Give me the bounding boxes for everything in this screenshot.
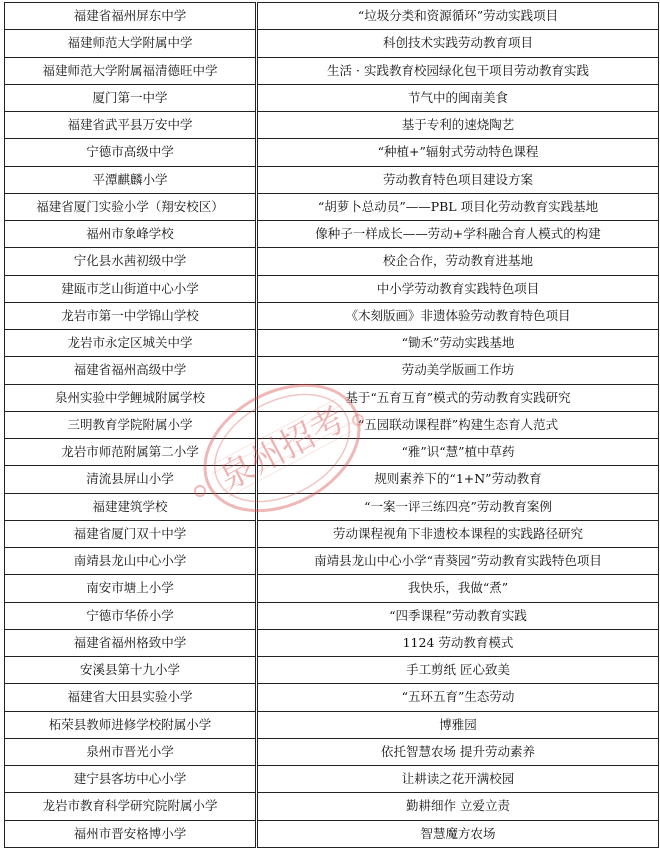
table-row [5, 548, 659, 575]
table-row [5, 793, 659, 820]
project-name-cell: 智慧魔方农场 [257, 820, 659, 847]
table-row [5, 57, 659, 84]
table-row [5, 738, 659, 765]
school-name-cell: 建瓯市芝山街道中心小学 [5, 275, 257, 302]
table-row [5, 439, 659, 466]
table-row [5, 139, 659, 166]
project-name-cell: “胡萝卜总动员”——PBL 项目化劳动教育实践基地 [257, 193, 659, 220]
project-name-cell: “五园联动课程群”构建生态育人范式 [257, 411, 659, 438]
project-name-cell: 劳动美学版画工作坊 [257, 357, 659, 384]
project-name-cell: 生活 · 实践教育校园绿化包干项目劳动教育实践 [257, 57, 659, 84]
school-name-cell: 宁德市华侨小学 [5, 602, 257, 629]
table-row [5, 275, 659, 302]
project-name-cell: 《木刻版画》非遗体验劳动教育特色项目 [257, 302, 659, 329]
school-name-cell: 福建师范大学附属中学 [5, 30, 257, 57]
school-name-cell: 厦门第一中学 [5, 84, 257, 111]
project-name-cell: 依托智慧农场 提升劳动素养 [257, 738, 659, 765]
project-name-cell: 南靖县龙山中心小学“青葵园”劳动教育实践特色项目 [257, 548, 659, 575]
school-name-cell: 福建省大田县实验小学 [5, 684, 257, 711]
table-row [5, 193, 659, 220]
school-name-cell: 福建省福州屏东中学 [5, 3, 257, 30]
table-row [5, 711, 659, 738]
project-name-cell: 校企合作，劳动教育进基地 [257, 248, 659, 275]
project-name-cell: “锄禾”劳动实践基地 [257, 330, 659, 357]
school-name-cell: 福建省厦门双十中学 [5, 520, 257, 547]
school-name-cell: 三明教育学院附属小学 [5, 411, 257, 438]
school-name-cell: 南安市塘上小学 [5, 575, 257, 602]
project-name-cell: 节气中的闽南美食 [257, 84, 659, 111]
project-name-cell: 1124 劳动教育模式 [257, 629, 659, 656]
table-row [5, 766, 659, 793]
table-row [5, 602, 659, 629]
table-row [5, 84, 659, 111]
school-name-cell: 福建省厦门实验小学（翔安校区） [5, 193, 257, 220]
school-name-cell: 泉州实验中学鲤城附属学校 [5, 384, 257, 411]
table-row [5, 684, 659, 711]
school-name-cell: 宁化县水茜初级中学 [5, 248, 257, 275]
school-name-cell: 福建建筑学校 [5, 493, 257, 520]
project-name-cell: 劳动教育特色项目建设方案 [257, 166, 659, 193]
project-name-cell: 劳动课程视角下非遗校本课程的实践路径研究 [257, 520, 659, 547]
school-name-cell: 平潭麒麟小学 [5, 166, 257, 193]
school-name-cell: 安溪县第十九小学 [5, 657, 257, 684]
project-name-cell: “一案一评三练四亮”劳动教育案例 [257, 493, 659, 520]
project-name-cell: 让耕读之花开满校园 [257, 766, 659, 793]
school-name-cell: 福建师范大学附属福清德旺中学 [5, 57, 257, 84]
project-name-cell: “种植+”辐射式劳动特色课程 [257, 139, 659, 166]
project-name-cell: 规则素养下的“1+N”劳动教育 [257, 466, 659, 493]
project-name-cell: 像种子一样成长——劳动+学科融合育人模式的构建 [257, 221, 659, 248]
project-name-cell: “雅”识“慧”植中草药 [257, 439, 659, 466]
school-name-cell: 福建省福州高级中学 [5, 357, 257, 384]
school-name-cell: 南靖县龙山中心小学 [5, 548, 257, 575]
table-row [5, 520, 659, 547]
project-name-cell: 中小学劳动教育实践特色项目 [257, 275, 659, 302]
stamp-text: 泉州招考 [213, 399, 352, 499]
table-row [5, 357, 659, 384]
school-name-cell: 泉州市晋光小学 [5, 738, 257, 765]
table-row [5, 493, 659, 520]
project-name-cell: “五环五育”生态劳动 [257, 684, 659, 711]
school-name-cell: 柘荣县教师进修学校附属小学 [5, 711, 257, 738]
project-name-cell: “四季课程”劳动教育实践 [257, 602, 659, 629]
table-row [5, 657, 659, 684]
school-name-cell: 福州市晋安格博小学 [5, 820, 257, 847]
school-name-cell: 龙岩市师范附属第二小学 [5, 439, 257, 466]
school-name-cell: 建宁县客坊中心小学 [5, 766, 257, 793]
school-name-cell: 福建省武平县万安中学 [5, 112, 257, 139]
table-row [5, 112, 659, 139]
project-name-cell: 基于“五育互育”模式的劳动教育实践研究 [257, 384, 659, 411]
table-row [5, 575, 659, 602]
school-name-cell: 龙岩市第一中学锦山学校 [5, 302, 257, 329]
table-row [5, 820, 659, 847]
school-name-cell: 宁德市高级中学 [5, 139, 257, 166]
table-row [5, 411, 659, 438]
school-name-cell: 福建省福州格致中学 [5, 629, 257, 656]
table-row [5, 248, 659, 275]
table-row [5, 166, 659, 193]
project-name-cell: 科创技术实践劳动教育项目 [257, 30, 659, 57]
table-row [5, 466, 659, 493]
table-row [5, 302, 659, 329]
school-project-table [4, 2, 659, 848]
table-row [5, 3, 659, 30]
school-name-cell: 福州市象峰学校 [5, 221, 257, 248]
table-row [5, 629, 659, 656]
project-name-cell: “垃圾分类和资源循环”劳动实践项目 [257, 3, 659, 30]
project-name-cell: 手工剪纸 匠心致美 [257, 657, 659, 684]
project-name-cell: 基于专利的速烧陶艺 [257, 112, 659, 139]
project-name-cell: 勤耕细作 立爱立责 [257, 793, 659, 820]
school-name-cell: 龙岩市永定区城关中学 [5, 330, 257, 357]
project-name-cell: 我快乐，我做“煮” [257, 575, 659, 602]
table-row [5, 384, 659, 411]
table-body [5, 3, 659, 848]
table-row [5, 330, 659, 357]
school-name-cell: 清流县屏山小学 [5, 466, 257, 493]
project-name-cell: 博雅园 [257, 711, 659, 738]
table-row [5, 221, 659, 248]
table-row [5, 30, 659, 57]
school-name-cell: 龙岩市教育科学研究院附属小学 [5, 793, 257, 820]
